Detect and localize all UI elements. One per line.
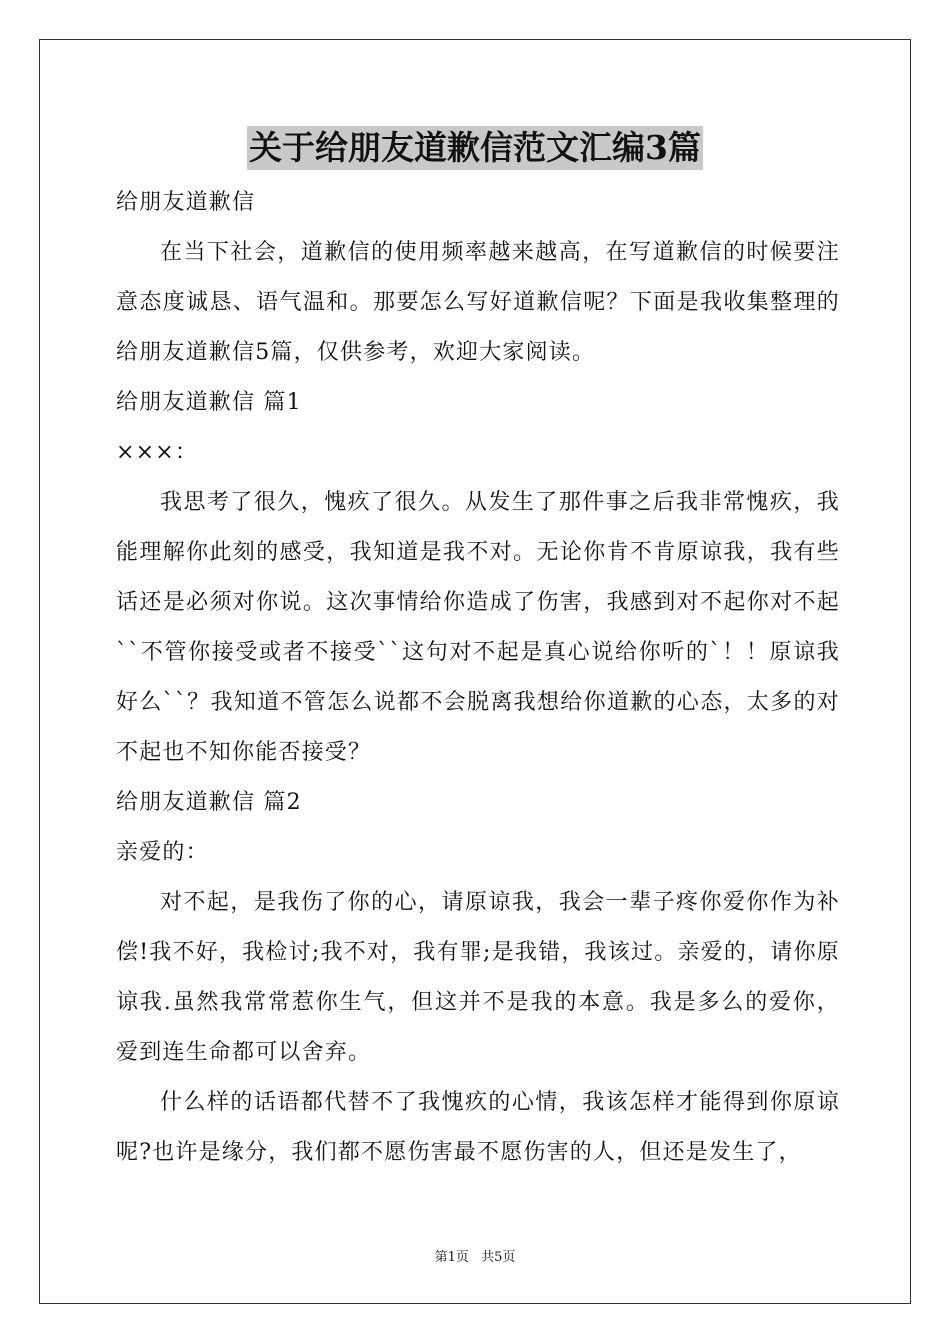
paragraph-letter-2a: 对不起，是我伤了你的心，请原谅我，我会一辈子疼你爱你作为补偿!我不好，我检讨;我不对，我有罪;是我错，我该过。亲爱的，请你原谅我.虽然我常常惹你生气，但这并不是我的本意。我是多么的爱你，爱到连生命都可以舍弃。 [116, 890, 840, 1065]
heading-letter-2: 给朋友道歉信 篇2 [116, 790, 302, 815]
page-total: 共5页 [481, 1250, 516, 1265]
salutation-1: ×××： [116, 440, 199, 465]
salutation-2: 亲爱的： [116, 840, 209, 865]
heading-intro: 给朋友道歉信 [116, 190, 256, 215]
paragraph-letter-1: 我思考了很久，愧疚了很久。从发生了那件事之后我非常愧疚，我能理解你此刻的感受，我知道是我不对。无论你肯不肯原谅我，我有些话还是必须对你说。这次事情给你造成了伤害，我感到对不起你对不起``不管你接受或者不接受``这句对不起是真心说给你听的`！！原谅我好么``？我知道不管怎么说都不会脱离我想给你道歉的心态，太多的对不起也不知你能否接受？ [116, 490, 840, 765]
page-number: 第1页 [434, 1250, 469, 1265]
document-body [116, 178, 840, 1178]
heading-letter-1: 给朋友道歉信 篇1 [116, 390, 302, 415]
paragraph-letter-2b: 什么样的话语都代替不了我愧疚的心情，我该怎样才能得到你原谅呢?也许是缘分，我们都不愿伤害最不愿伤害的人，但还是发生了， [116, 1090, 840, 1165]
page-footer [0, 1246, 950, 1265]
paragraph-intro: 在当下社会，道歉信的使用频率越来越高，在写道歉信的时候要注意态度诚恳、语气温和。那要怎么写好道歉信呢？下面是我收集整理的给朋友道歉信5篇，仅供参考，欢迎大家阅读。 [116, 240, 840, 365]
document-title: 关于给朋友道歉信范文汇编3篇 [247, 126, 703, 170]
title-container [0, 126, 950, 170]
